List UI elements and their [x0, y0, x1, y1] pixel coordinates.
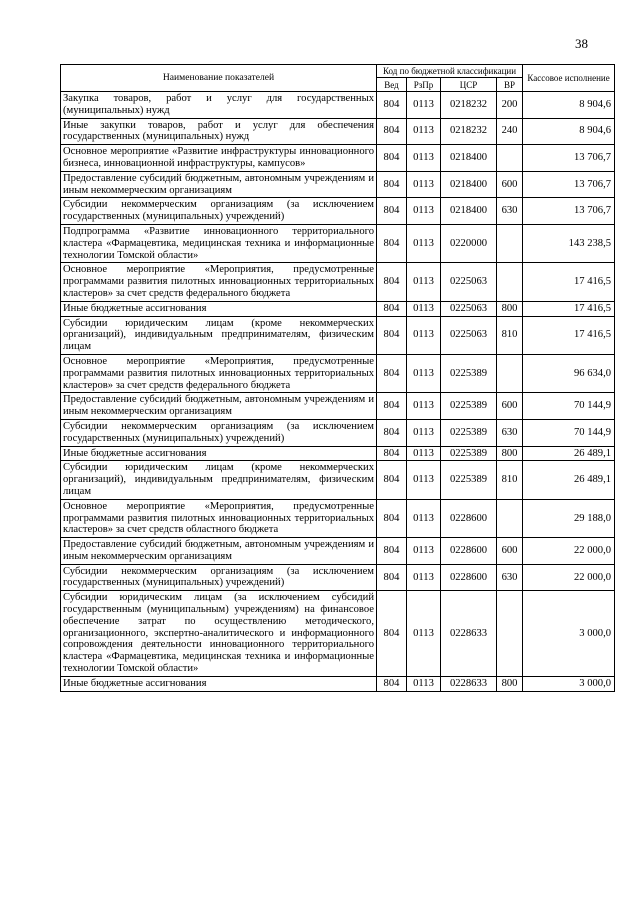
cell-amount: 3 000,0 — [523, 591, 615, 677]
table-row — [61, 564, 615, 591]
cell-rzpr: 0113 — [407, 461, 441, 499]
cell-csr: 0228600 — [441, 538, 497, 565]
cell-csr: 0218232 — [441, 118, 497, 145]
cell-amount: 22 000,0 — [523, 538, 615, 565]
cell-csr: 0225063 — [441, 263, 497, 301]
cell-vr: 630 — [497, 564, 523, 591]
cell-vr: 600 — [497, 538, 523, 565]
cell-amount: 26 489,1 — [523, 446, 615, 461]
cell-ved: 804 — [377, 538, 407, 565]
table-row — [61, 171, 615, 198]
cell-name: Иные бюджетные ассигнования — [61, 446, 377, 461]
table-row — [61, 393, 615, 420]
header-execution: Кассовое исполнение — [523, 65, 615, 92]
cell-vr: 800 — [497, 301, 523, 316]
cell-name: Иные бюджетные ассигнования — [61, 301, 377, 316]
cell-csr: 0220000 — [441, 224, 497, 262]
cell-vr: 800 — [497, 446, 523, 461]
cell-rzpr: 0113 — [407, 301, 441, 316]
cell-vr: 600 — [497, 171, 523, 198]
cell-amount: 29 188,0 — [523, 499, 615, 537]
cell-vr — [497, 145, 523, 172]
cell-amount: 8 904,6 — [523, 92, 615, 119]
cell-ved: 804 — [377, 316, 407, 354]
cell-name: Основное мероприятие «Развитие инфраструктуры инновационного бизнеса, инновационной инфраструктуры, кампусов» — [61, 145, 377, 172]
table-row — [61, 224, 615, 262]
cell-amount: 17 416,5 — [523, 263, 615, 301]
cell-name: Субсидии юридическим лицам (кроме некоммерческих организаций), индивидуальным предпринимателям, физическим лицам — [61, 316, 377, 354]
table-row — [61, 92, 615, 119]
cell-rzpr: 0113 — [407, 92, 441, 119]
cell-rzpr: 0113 — [407, 145, 441, 172]
cell-vr: 630 — [497, 198, 523, 225]
cell-ved: 804 — [377, 118, 407, 145]
cell-ved: 804 — [377, 446, 407, 461]
cell-name: Предоставление субсидий бюджетным, автономным учреждениям и иным некоммерческим организациям — [61, 538, 377, 565]
table-row — [61, 316, 615, 354]
cell-amount: 8 904,6 — [523, 118, 615, 145]
table-row — [61, 446, 615, 461]
cell-amount: 13 706,7 — [523, 198, 615, 225]
cell-name: Закупка товаров, работ и услуг для государственных (муниципальных) нужд — [61, 92, 377, 119]
cell-rzpr: 0113 — [407, 538, 441, 565]
cell-vr: 200 — [497, 92, 523, 119]
table-row — [61, 145, 615, 172]
cell-name: Предоставление субсидий бюджетным, автономным учреждениям и иным некоммерческим организациям — [61, 171, 377, 198]
cell-amount: 17 416,5 — [523, 316, 615, 354]
table-row — [61, 461, 615, 499]
table-row — [61, 538, 615, 565]
cell-ved: 804 — [377, 591, 407, 677]
cell-name: Основное мероприятие «Мероприятия, предусмотренные программами развития пилотных инновационных территориальных кластеров» за счет средств федерального бюджета — [61, 354, 377, 392]
header-rzpr: РзПр — [407, 78, 441, 92]
cell-name: Субсидии юридическим лицам (кроме некоммерческих организаций), индивидуальным предпринимателям, физическим лицам — [61, 461, 377, 499]
cell-rzpr: 0113 — [407, 591, 441, 677]
cell-ved: 804 — [377, 224, 407, 262]
budget-table — [60, 64, 615, 692]
cell-name: Субсидии некоммерческим организациям (за исключением государственных (муниципальных) учреждений) — [61, 419, 377, 446]
cell-ved: 804 — [377, 499, 407, 537]
cell-name: Основное мероприятие «Мероприятия, предусмотренные программами развития пилотных инновационных территориальных кластеров» за счет средств областного бюджета — [61, 499, 377, 537]
table-header — [61, 65, 615, 92]
header-budget-code: Код по бюджетной классификации — [377, 65, 523, 78]
cell-csr: 0228600 — [441, 564, 497, 591]
cell-rzpr: 0113 — [407, 171, 441, 198]
cell-amount: 70 144,9 — [523, 419, 615, 446]
table-row — [61, 419, 615, 446]
cell-vr: 810 — [497, 316, 523, 354]
cell-csr: 0228633 — [441, 591, 497, 677]
cell-rzpr: 0113 — [407, 393, 441, 420]
cell-name: Иные закупки товаров, работ и услуг для обеспечения государственных (муниципальных) нужд — [61, 118, 377, 145]
cell-ved: 804 — [377, 419, 407, 446]
cell-csr: 0218400 — [441, 198, 497, 225]
cell-ved: 804 — [377, 145, 407, 172]
table-row — [61, 198, 615, 225]
cell-amount: 143 238,5 — [523, 224, 615, 262]
cell-amount: 13 706,7 — [523, 145, 615, 172]
cell-ved: 804 — [377, 263, 407, 301]
cell-rzpr: 0113 — [407, 354, 441, 392]
cell-ved: 804 — [377, 198, 407, 225]
cell-vr — [497, 263, 523, 301]
cell-csr: 0225389 — [441, 419, 497, 446]
cell-ved: 804 — [377, 393, 407, 420]
cell-rzpr: 0113 — [407, 118, 441, 145]
table-row — [61, 499, 615, 537]
cell-rzpr: 0113 — [407, 198, 441, 225]
cell-amount: 96 634,0 — [523, 354, 615, 392]
cell-amount: 70 144,9 — [523, 393, 615, 420]
cell-csr: 0218232 — [441, 92, 497, 119]
header-csr: ЦСР — [441, 78, 497, 92]
header-vr: ВР — [497, 78, 523, 92]
cell-csr: 0218400 — [441, 171, 497, 198]
table-row — [61, 591, 615, 677]
cell-ved: 804 — [377, 676, 407, 691]
cell-rzpr: 0113 — [407, 263, 441, 301]
cell-rzpr: 0113 — [407, 676, 441, 691]
cell-vr: 630 — [497, 419, 523, 446]
cell-name: Субсидии некоммерческим организациям (за исключением государственных (муниципальных) учреждений) — [61, 564, 377, 591]
cell-ved: 804 — [377, 461, 407, 499]
cell-csr: 0228600 — [441, 499, 497, 537]
cell-csr: 0225389 — [441, 461, 497, 499]
cell-vr — [497, 499, 523, 537]
cell-amount: 3 000,0 — [523, 676, 615, 691]
table-body — [61, 92, 615, 692]
cell-vr: 600 — [497, 393, 523, 420]
header-name: Наименование показателей — [61, 65, 377, 92]
cell-csr: 0225063 — [441, 301, 497, 316]
cell-vr — [497, 224, 523, 262]
cell-name: Иные бюджетные ассигнования — [61, 676, 377, 691]
cell-vr — [497, 354, 523, 392]
cell-ved: 804 — [377, 92, 407, 119]
cell-csr: 0228633 — [441, 676, 497, 691]
header-ved: Вед — [377, 78, 407, 92]
table-row — [61, 301, 615, 316]
cell-ved: 804 — [377, 354, 407, 392]
cell-csr: 0225389 — [441, 354, 497, 392]
table-row — [61, 118, 615, 145]
cell-rzpr: 0113 — [407, 224, 441, 262]
cell-vr: 800 — [497, 676, 523, 691]
cell-csr: 0218400 — [441, 145, 497, 172]
cell-rzpr: 0113 — [407, 499, 441, 537]
cell-rzpr: 0113 — [407, 316, 441, 354]
page-number: 38 — [575, 36, 588, 51]
cell-vr: 810 — [497, 461, 523, 499]
cell-vr — [497, 591, 523, 677]
cell-rzpr: 0113 — [407, 446, 441, 461]
table-row — [61, 263, 615, 301]
cell-vr: 240 — [497, 118, 523, 145]
cell-ved: 804 — [377, 301, 407, 316]
cell-csr: 0225063 — [441, 316, 497, 354]
cell-name: Субсидии некоммерческим организациям (за исключением государственных (муниципальных) учреждений) — [61, 198, 377, 225]
cell-amount: 17 416,5 — [523, 301, 615, 316]
table-row — [61, 676, 615, 691]
cell-csr: 0225389 — [441, 393, 497, 420]
cell-csr: 0225389 — [441, 446, 497, 461]
cell-name: Субсидии юридическим лицам (за исключением субсидий государственным (муниципальным) учреждениям) на финансовое обеспечение затрат по осуществлению методического, организационного, экспертно-аналитического и информационного сопровождения деятельности инновационного территориального кластера «Фармацевтика, медицинская техника и информационные технологии Томской области» — [61, 591, 377, 677]
cell-amount: 22 000,0 — [523, 564, 615, 591]
cell-name: Подпрограмма «Развитие инновационного территориального кластера «Фармацевтика, медицинская техника и информационные технологии Томской области» — [61, 224, 377, 262]
table-row — [61, 354, 615, 392]
cell-name: Основное мероприятие «Мероприятия, предусмотренные программами развития пилотных инновационных территориальных кластеров» за счет средств федерального бюджета — [61, 263, 377, 301]
cell-ved: 804 — [377, 564, 407, 591]
cell-amount: 13 706,7 — [523, 171, 615, 198]
cell-rzpr: 0113 — [407, 564, 441, 591]
cell-ved: 804 — [377, 171, 407, 198]
cell-amount: 26 489,1 — [523, 461, 615, 499]
cell-name: Предоставление субсидий бюджетным, автономным учреждениям и иным некоммерческим организациям — [61, 393, 377, 420]
cell-rzpr: 0113 — [407, 419, 441, 446]
